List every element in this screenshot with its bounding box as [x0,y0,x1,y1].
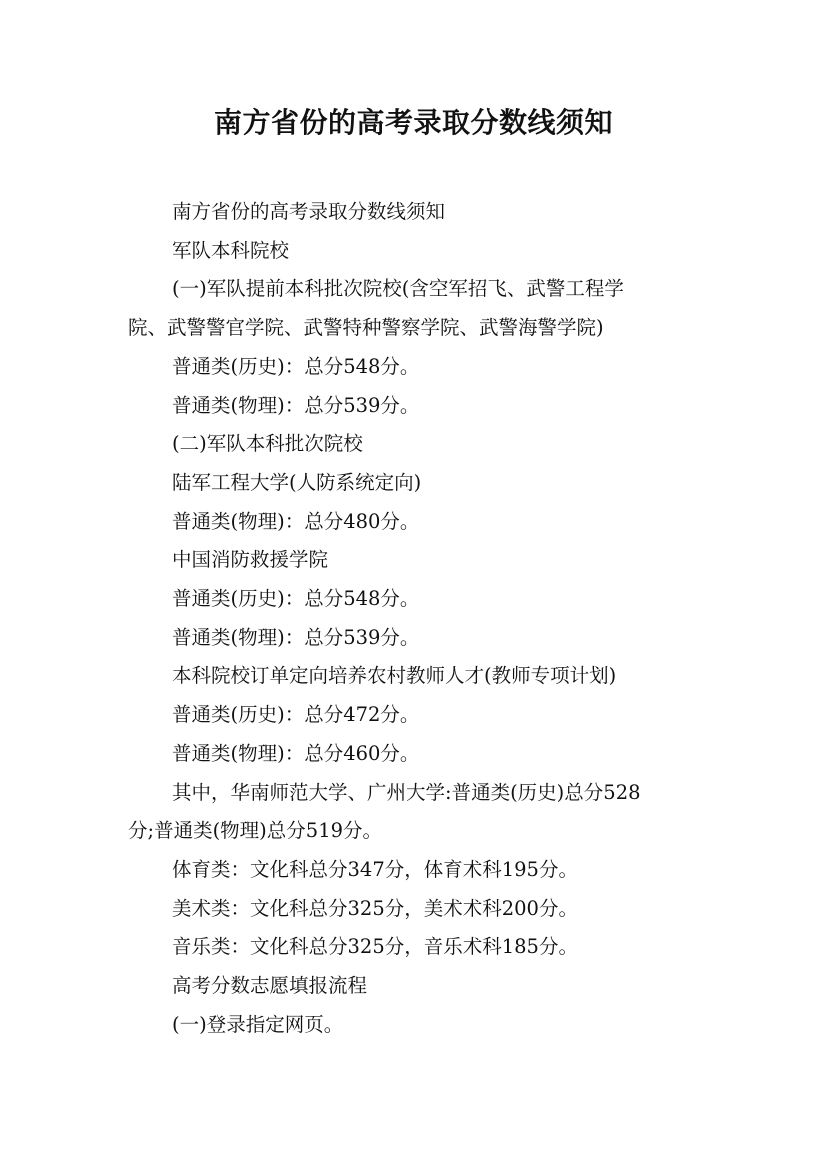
score-line: 普通类(物理)：总分539分。 [172,625,420,649]
score-line-art: 美术类：文化科总分325分，美术术科200分。 [172,896,578,920]
section-heading-military-colleges: 军队本科院校 [172,238,290,262]
paragraph-army-engineering-university: 陆军工程大学(人防系统定向) [172,470,422,494]
section-heading-application-process: 高考分数志愿填报流程 [172,974,368,998]
score-line-music: 音乐类：文化科总分325分，音乐术科185分。 [172,935,578,959]
score-line-sports: 体育类：文化科总分347分，体育术科195分。 [172,857,578,881]
document-body [128,193,708,1044]
paragraph-military-early-batch: (一)军队提前本科批次院校(含空军招飞、武警工程学 [172,277,624,301]
score-line: 普通类(历史)：总分548分。 [172,587,420,611]
score-line: 普通类(物理)：总分480分。 [172,509,420,533]
paragraph-fire-rescue-college: 中国消防救援学院 [172,548,329,572]
score-line: 普通类(历史)：总分548分。 [172,354,420,378]
score-line: 普通类(物理)：总分539分。 [172,393,420,417]
paragraph-military-early-batch-continued: 院、武警警官学院、武警特种警察学院、武警海警学院) [128,316,604,340]
document-title: 南方省份的高考录取分数线须知 [213,106,613,139]
paragraph-specific-universities-continued: 分;普通类(物理)总分519分。 [128,819,383,843]
score-line: 普通类(物理)：总分460分。 [172,741,420,765]
score-line: 普通类(历史)：总分472分。 [172,703,420,727]
paragraph-subtitle: 南方省份的高考录取分数线须知 [172,200,446,223]
paragraph-military-undergraduate-batch: (二)军队本科批次院校 [172,432,363,456]
paragraph-specific-universities: 其中，华南师范大学、广州大学:普通类(历史)总分528 [172,780,641,804]
paragraph-step-one: (一)登录指定网页。 [172,1012,344,1036]
paragraph-teacher-program: 本科院校订单定向培养农村教师人才(教师专项计划) [172,664,617,688]
